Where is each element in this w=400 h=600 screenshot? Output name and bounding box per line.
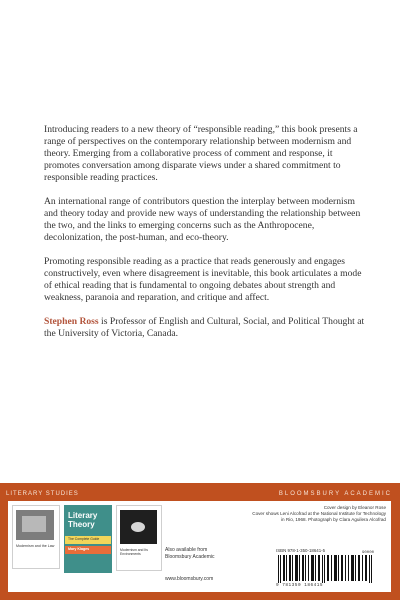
author-bio (44, 316, 366, 340)
description-paragraph-2: An international range of contributors question the interplay between modernism and theory today and provide new ways of understanding the relationship between the two, and the links to emerging concerns such as the Anthropocene, decolonization, the post-human, and eco-theory. (44, 196, 361, 243)
book-thumbnail-literary-theory (64, 505, 112, 573)
isbn-text: ISBN 978-1-350-18641-5 (276, 548, 326, 553)
book-title: Modernism and Its Environments (120, 548, 148, 557)
description-paragraph-3: Promoting responsible reading as a practice that reads generously and engages constructively, even where disagreement is inevitable, this book articulates a mode of ethical reading that is fundamental to ongoing debates about strength and weakness, paranoia and reparation, and critique and affect. (44, 256, 362, 303)
cover-credits (216, 505, 386, 523)
description-block (44, 124, 366, 340)
author-name: Stephen Ross (44, 316, 99, 327)
book-thumbnail-modernism-environments (116, 505, 162, 571)
book-author: Mary Klages (68, 547, 90, 551)
credit-line: in Rio, 1968. Photograph by Clara Aguilera Alcofrad (281, 517, 386, 522)
barcode-number: 9 781350 186415 (276, 583, 324, 588)
book-cover-image-detail (131, 522, 145, 532)
book-subtitle: The Complete Guide (68, 537, 100, 541)
price-addon-number: 90000 (362, 551, 375, 555)
credit-line: Cover design by Eleanor Rose (323, 505, 386, 510)
credit-line: Cover shows Leni Alcofrad at the National Institute for Technology (252, 511, 386, 516)
book-cover-image-detail (22, 516, 46, 532)
description-paragraph-1: Introducing readers to a new theory of “responsible reading,” this book presents a range of perspectives on the contemporary relationship between modernism and theory. Emerging from a collaborative process of comment and response, it promotes conversation among disparate views under a shared commitment to responsible reading practices. (44, 124, 358, 183)
book-title: Literary Theory (68, 511, 98, 529)
book-thumbnail-modernism-law (12, 505, 60, 569)
author-bio-text: is Professor of English and Cultural, Social, and Political Thought at the University of Victoria, Canada. (44, 316, 365, 339)
also-available-text: Also available from Bloomsbury Academic (165, 547, 215, 560)
category-label: LITERARY STUDIES (6, 491, 79, 497)
book-title: Modernism and the Law (16, 544, 55, 548)
website-link[interactable]: www.bloomsbury.com (165, 576, 214, 582)
barcode-icon (276, 555, 380, 583)
publisher-label: BLOOMSBURY ACADEMIC (278, 491, 392, 497)
